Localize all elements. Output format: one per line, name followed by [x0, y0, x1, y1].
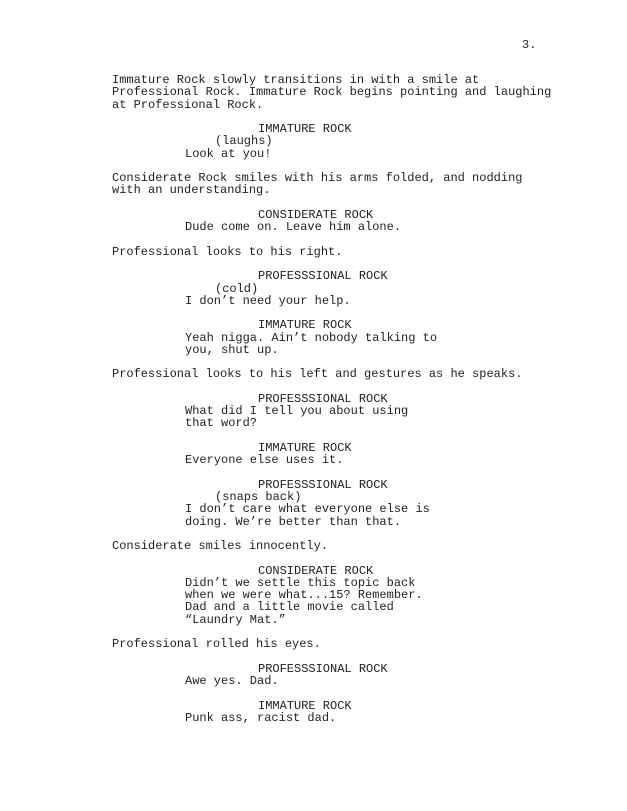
dialogue-line: What did I tell you about using: [185, 404, 409, 419]
blank-line: [112, 111, 592, 123]
character-name: CONSIDERATE ROCK: [258, 563, 374, 578]
character-name: IMMATURE ROCK: [258, 440, 352, 455]
dialogue-line: when we were what...15? Remember.: [185, 588, 423, 603]
parenthetical: (cold): [215, 281, 259, 296]
action-line: at Professional Rock.: [112, 97, 264, 112]
action-line: with an understanding.: [112, 183, 271, 198]
action-line: Considerate Rock smiles with his arms folded, and nodding: [112, 171, 523, 186]
action-line: Professional looks to his left and gestures as he speaks.: [112, 367, 523, 382]
dialogue-line: Punk ass, racist dad.: [185, 710, 337, 725]
parenthetical: (snaps back): [215, 490, 302, 505]
character-name: PROFESSSIONAL ROCK: [258, 269, 388, 284]
character-name: PROFESSSIONAL ROCK: [258, 477, 388, 492]
dialogue-line: that word?: [185, 416, 258, 431]
dialogue-line: Everyone else uses it.: [185, 453, 344, 468]
dialogue-line: Dad and a little movie called: [185, 600, 394, 615]
dialogue-line: Yeah nigga. Ain’t nobody talking to: [185, 330, 438, 345]
blank-line: [112, 467, 592, 479]
character-name: CONSIDERATE ROCK: [258, 207, 374, 222]
blank-line: [112, 307, 592, 319]
blank-line: [112, 233, 592, 245]
dialogue-line: “Laundry Mat.”: [185, 612, 286, 627]
character-name: IMMATURE ROCK: [258, 122, 352, 137]
blank-line: [112, 430, 592, 442]
character-name: PROFESSSIONAL ROCK: [258, 391, 388, 406]
blank-line: [112, 687, 592, 699]
character-name: IMMATURE ROCK: [258, 698, 352, 713]
parenthetical: (laughs): [215, 134, 273, 149]
blank-line: [112, 650, 592, 662]
action-line: Professional looks to his right.: [112, 244, 343, 259]
character-name: PROFESSSIONAL ROCK: [258, 661, 388, 676]
dialogue-line: Dude come on. Leave him alone.: [185, 220, 402, 235]
dialogue-line: I don’t need your help.: [185, 293, 351, 308]
action-line: Considerate smiles innocently.: [112, 539, 329, 554]
dialogue-line: I don’t care what everyone else is: [185, 502, 430, 517]
action-line: Professional Rock. Immature Rock begins pointing and laughing: [112, 85, 552, 100]
action-line: Immature Rock slowly transitions in with a smile at: [112, 73, 480, 87]
screenplay-body: [112, 74, 592, 724]
action-line: Professional rolled his eyes.: [112, 637, 321, 652]
page-number: 3.: [522, 38, 537, 52]
blank-line: [112, 552, 592, 564]
dialogue-line: Didn’t we settle this topic back: [185, 575, 416, 590]
dialogue-line: Awe yes. Dad.: [185, 674, 279, 689]
character-name: IMMATURE ROCK: [258, 318, 352, 333]
dialogue-line: you, shut up.: [185, 342, 279, 357]
dialogue-line: Look at you!: [185, 146, 272, 161]
dialogue-line: doing. We’re better than that.: [185, 514, 402, 529]
